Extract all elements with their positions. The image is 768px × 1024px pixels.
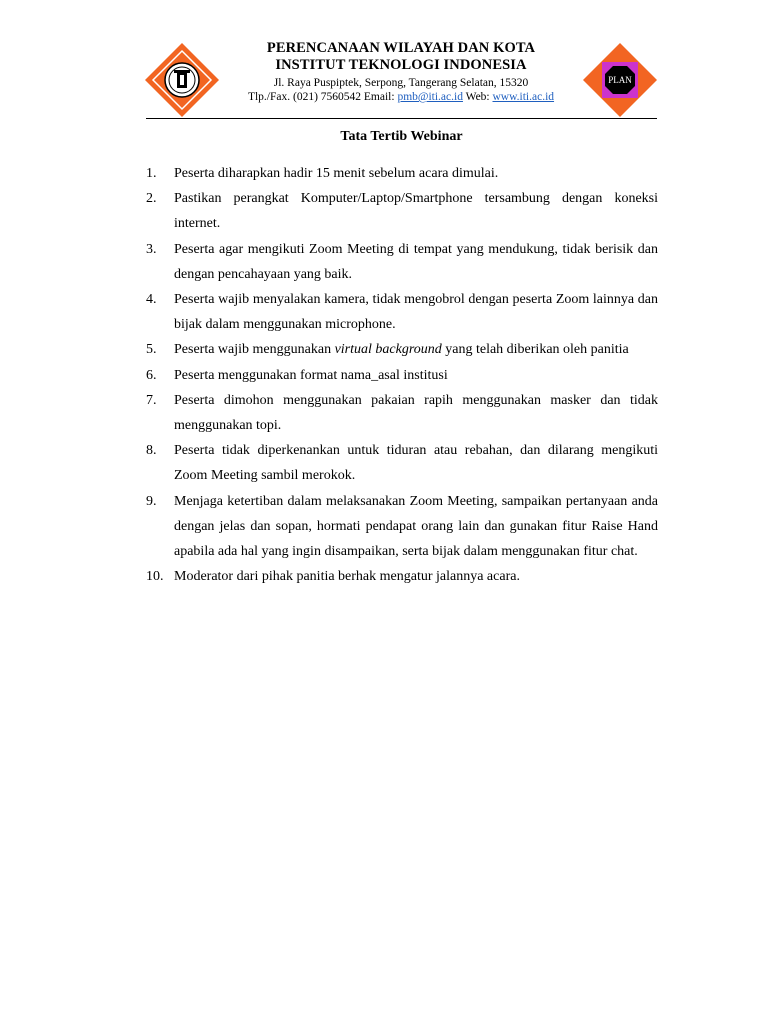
email-link[interactable]: pmb@iti.ac.id bbox=[397, 91, 463, 103]
rule-item: 5. Peserta wajib menggunakan virtual background yang telah diberikan oleh panitia bbox=[146, 342, 629, 358]
rule-item: 4. Peserta wajib menyalakan kamera, tidak mengobrol dengan peserta Zoom lainnya dan bijak dalam menggunakan microphone. bbox=[146, 292, 658, 333]
letterhead-address: Jl. Raya Puspiptek, Serpong, Tangerang Selatan, 15320 bbox=[273, 77, 529, 89]
italic-term: virtual background bbox=[334, 342, 442, 358]
letterhead-title-line1: PERENCANAAN WILAYAH DAN KOTA bbox=[266, 40, 536, 56]
plan-logo-text: PLAN bbox=[608, 75, 632, 85]
letterhead-text bbox=[220, 40, 582, 104]
letterhead bbox=[144, 40, 658, 120]
rule-item: 10. Moderator dari pihak panitia berhak mengatur jalannya acara. bbox=[146, 569, 520, 585]
web-link[interactable]: www.iti.ac.id bbox=[492, 91, 555, 103]
rule-item: 6. Peserta menggunakan format nama_asal institusi bbox=[146, 367, 448, 383]
document-title: Tata Tertib Webinar bbox=[340, 129, 463, 144]
letterhead-contact bbox=[220, 90, 582, 104]
rule-item: 7. Peserta dimohon menggunakan pakaian rapih menggunakan masker dan tidak menggunakan topi. bbox=[146, 392, 658, 434]
rule-item: 3. Peserta agar mengikuti Zoom Meeting di tempat yang mendukung, tidak berisik dan dengan pencahayaan yang baik. bbox=[146, 241, 658, 282]
rule-item: 8. Peserta tidak diperkenankan untuk tiduran atau rebahan, dan dilarang mengikuti Zoom Meeting sambil merokok. bbox=[146, 443, 658, 484]
web-prefix: Web: bbox=[462, 91, 493, 103]
plan-logo-icon bbox=[582, 42, 658, 118]
rule-item: 1. Peserta diharapkan hadir 15 menit sebelum acara dimulai. bbox=[146, 166, 499, 181]
rule-item: 2. Pastikan perangkat Komputer/Laptop/Smartphone tersambung dengan koneksi internet. bbox=[146, 191, 658, 232]
rules-list bbox=[146, 161, 658, 589]
iti-logo-icon bbox=[144, 42, 220, 118]
rule-item: 9. Menjaga ketertiban dalam melaksanakan Zoom Meeting, sampaikan pertanyaan anda dengan jelas dan sopan, hormati pendapat orang lain dan gunakan fitur Raise Hand apabila ada hal yang ingin disampaikan, serta bijak dalam menggunakan fitur chat. bbox=[146, 493, 658, 560]
letterhead-divider bbox=[146, 118, 657, 119]
contact-prefix: Tlp./Fax. (021) 7560542 Email: bbox=[247, 91, 398, 103]
letterhead-title-line2: INSTITUT TEKNOLOGI INDONESIA bbox=[275, 57, 527, 73]
